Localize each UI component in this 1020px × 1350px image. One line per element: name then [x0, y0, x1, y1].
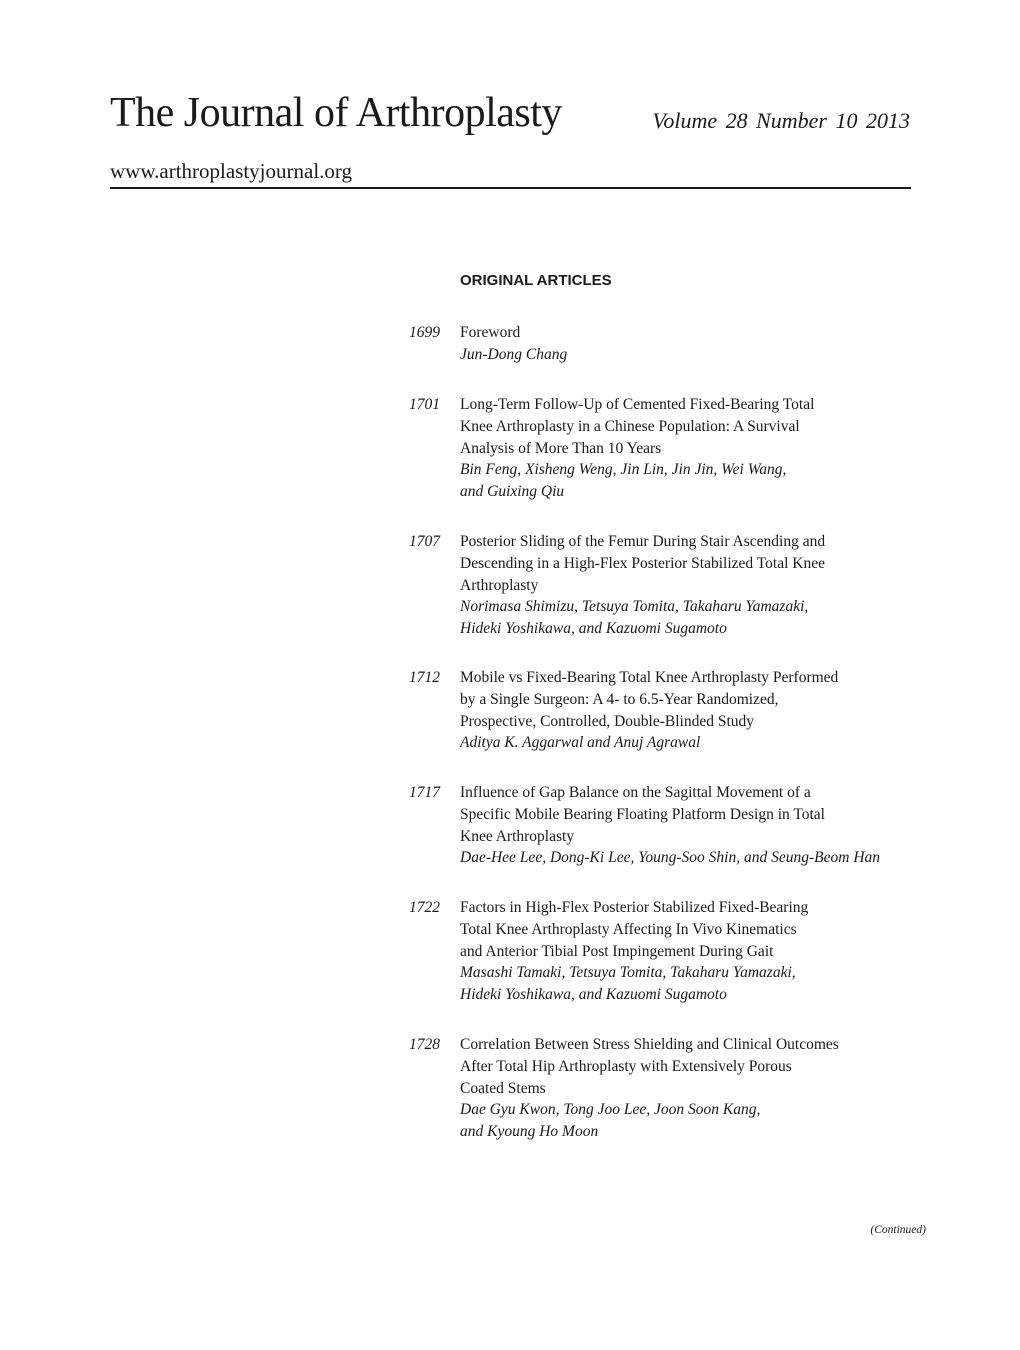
article-title-line[interactable]: Total Knee Arthroplasty Affecting In Vivo Kinematics — [460, 920, 797, 938]
article-authors-line: Masashi Tamaki, Tetsuya Tomita, Takaharu Yamazaki, — [460, 964, 796, 982]
toc-article — [460, 531, 930, 640]
article-title-line[interactable]: Knee Arthroplasty — [460, 827, 575, 845]
journal-title: The Journal of Arthroplasty — [110, 90, 562, 136]
article-title-line[interactable]: Descending in a High-Flex Posterior Stabilized Total Knee — [460, 554, 825, 572]
article-authors-line: Jun-Dong Chang — [460, 345, 568, 363]
article-title-line[interactable]: Specific Mobile Bearing Floating Platform Design in Total — [460, 805, 825, 823]
article-title-line[interactable]: Correlation Between Stress Shielding and Clinical Outcomes — [460, 1036, 839, 1053]
toc-article — [460, 667, 930, 754]
article-authors-line: Dae Gyu Kwon, Tong Joo Lee, Joon Soon Kang, — [460, 1101, 761, 1119]
toc-article — [460, 1034, 930, 1143]
article-title-line[interactable]: Foreword — [460, 324, 521, 341]
section-heading: ORIGINAL ARTICLES — [460, 272, 612, 289]
article-title-line[interactable]: Posterior Sliding of the Femur During Stair Ascending and — [460, 533, 826, 550]
article-title-line[interactable]: Arthroplasty — [460, 576, 539, 594]
article-authors-line: Bin Feng, Xisheng Weng, Jin Lin, Jin Jin, Wei Wang, — [460, 461, 787, 479]
journal-url[interactable]: www.arthroplastyjournal.org — [110, 159, 353, 183]
continued-note: (Continued) — [870, 1224, 926, 1236]
toc-page-number: 1707 — [409, 533, 440, 550]
toc-page-number: 1728 — [409, 1036, 440, 1053]
article-authors-line: Hideki Yoshikawa, and Kazuomi Sugamoto — [460, 986, 727, 1004]
article-title-line[interactable]: and Anterior Tibial Post Impingement During Gait — [460, 942, 774, 960]
toc-article — [460, 322, 930, 366]
toc-article — [460, 897, 930, 1006]
toc-page-number: 1701 — [409, 396, 440, 413]
article-authors-line: Aditya K. Aggarwal and Anuj Agrawal — [460, 734, 701, 752]
toc-page-number: 1722 — [409, 899, 440, 916]
article-title-line[interactable]: Influence of Gap Balance on the Sagittal Movement of a — [460, 784, 811, 801]
toc-page-number: 1712 — [409, 669, 440, 686]
article-title-line[interactable]: Analysis of More Than 10 Years — [460, 439, 662, 457]
toc-article — [460, 782, 930, 869]
article-title-line[interactable]: After Total Hip Arthroplasty with Extensively Porous — [460, 1057, 792, 1075]
article-authors-line: and Guixing Qiu — [460, 483, 565, 501]
toc-page-number: 1717 — [409, 784, 440, 801]
article-authors-line: and Kyoung Ho Moon — [460, 1123, 599, 1141]
toc-article — [460, 394, 930, 503]
article-title-line[interactable]: Mobile vs Fixed-Bearing Total Knee Arthroplasty Performed — [460, 669, 839, 686]
article-authors-line: Norimasa Shimizu, Tetsuya Tomita, Takaharu Yamazaki, — [460, 598, 809, 616]
article-title-line[interactable]: Knee Arthroplasty in a Chinese Population: A Survival — [460, 417, 800, 435]
article-title-line[interactable]: Coated Stems — [460, 1079, 546, 1097]
article-title-line[interactable]: Long-Term Follow-Up of Cemented Fixed-Bearing Total — [460, 396, 815, 413]
article-authors-line: Dae-Hee Lee, Dong-Ki Lee, Young-Soo Shin, and Seung-Beom Han — [460, 849, 881, 867]
article-title-line[interactable]: Prospective, Controlled, Double-Blinded Study — [460, 712, 755, 730]
article-title-line[interactable]: by a Single Surgeon: A 4- to 6.5-Year Randomized, — [460, 690, 779, 708]
toc-page-number: 1699 — [409, 324, 440, 341]
article-authors-line: Hideki Yoshikawa, and Kazuomi Sugamoto — [460, 620, 727, 638]
header-rule — [110, 187, 911, 189]
issue-info: Volume 28 Number 10 2013 — [652, 108, 910, 133]
article-title-line[interactable]: Factors in High-Flex Posterior Stabilized Fixed-Bearing — [460, 899, 809, 916]
